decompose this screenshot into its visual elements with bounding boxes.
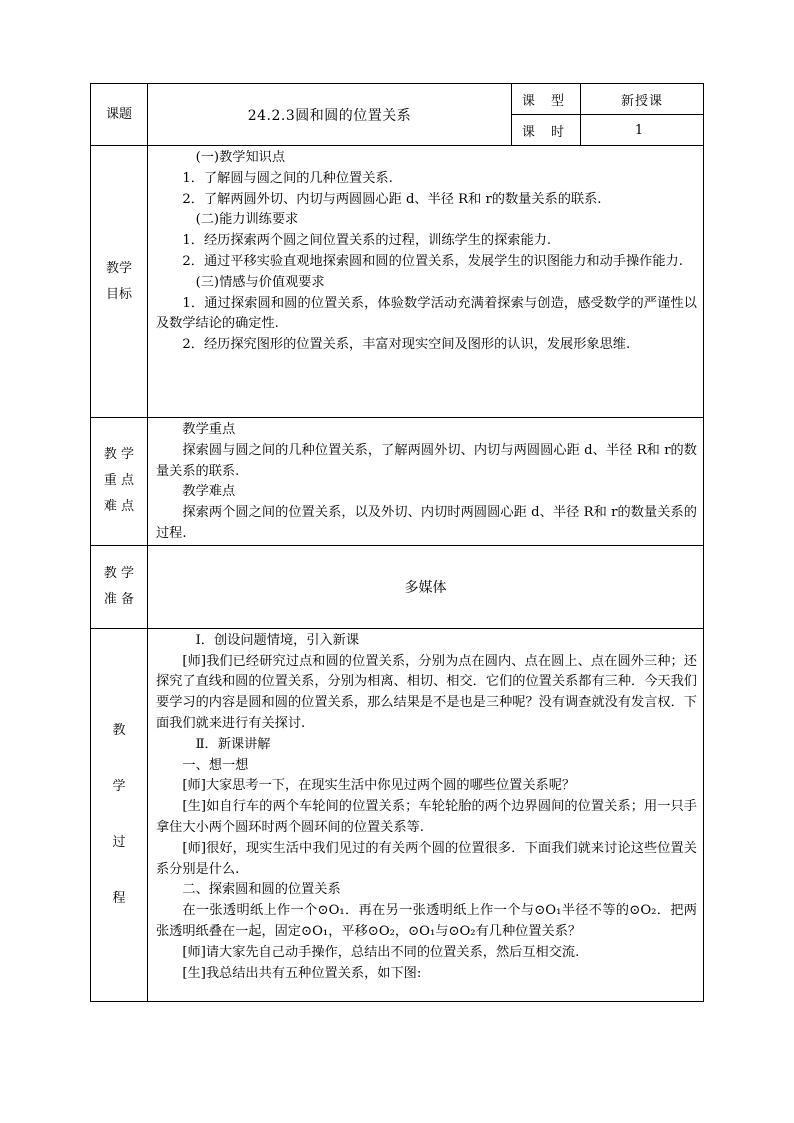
key-points-label <box>91 418 148 546</box>
paragraph-line: Ⅱ．新课讲解 <box>195 736 271 752</box>
key-points-label-line: 教 学 <box>103 447 135 463</box>
key-points-label-line: 重 点 <box>103 473 135 489</box>
paragraph-line: (二)能力训练要求 <box>195 212 299 228</box>
process-content <box>148 628 704 1001</box>
process-label <box>91 628 148 1001</box>
process-label-line: 学 <box>112 778 126 794</box>
paragraph-line: 1．经历探索两个圆之间位置关系的过程，训练学生的探索能力. <box>182 233 552 249</box>
lesson-title: 24.2.3圆和圆的位置关系 <box>148 84 512 146</box>
paragraph-line: 探索两个圆之间的位置关系，以及外切、内切时两圆圆心距 d、半径 R和 r的数量关系的过程. <box>156 505 697 541</box>
paragraph-line: Ⅰ．创设问题情境，引入新课 <box>195 632 360 648</box>
goals-content <box>148 146 704 418</box>
preparation-value: 多媒体 <box>148 545 704 628</box>
topic-label: 课题 <box>91 84 148 146</box>
paragraph-line: 1．通过探索圆和圆的位置关系，体验数学活动充满着探索与创造，感受数学的严谨性以及数学结论的确定性. <box>156 295 697 332</box>
paragraph-line: 探索圆与圆之间的几种位置关系，了解两圆外切、内切与两圆圆心距 d、半径 R和 r的数量关系的联系. <box>156 442 697 479</box>
paragraph-line: [师]很好，现实生活中我们见过的有关两个圆的位置很多．下面我们就来讨论这些位置关系分别是什么. <box>156 840 697 877</box>
paragraph-line: [师]我们已经研究过点和圆的位置关系，分别为点在圆内、点在圆上、点在圆外三种；还探究了直线和圆的位置关系，分别为相离、相切、相交．它们的位置关系都有三种．今天我们要学习的内容是圆和圆的位置关系，那么结果是不是也是三种呢？没有调查就没有发言权．下面我们就来进行有关探讨. <box>156 653 697 731</box>
key-points-label-line: 难 点 <box>103 499 135 515</box>
hours-label: 课 时 <box>512 115 581 146</box>
paragraph-line: (三)情感与价值观要求 <box>195 274 325 290</box>
hours-value: 1 <box>581 115 704 146</box>
paragraph-line: 2．了解两圆外切、内切与两圆圆心距 d、半径 R和 r的数量关系的联系. <box>182 191 602 207</box>
process-label-line: 程 <box>112 890 126 906</box>
goals-label <box>91 146 148 418</box>
paragraph-line: [生]我总结出共有五种位置关系，如下图: <box>182 965 422 981</box>
paragraph-line: 2．经历探究图形的位置关系，丰富对现实空间及图形的认识，发展形象思维. <box>182 337 631 353</box>
paragraph-line: 2．通过平移实验直观地探索圆和圆的位置关系，发展学生的识图能力和动手操作能力. <box>182 253 683 269</box>
preparation-label-line: 教 学 <box>103 565 135 581</box>
lesson-plan-page <box>90 83 703 1002</box>
key-points-content <box>148 418 704 546</box>
process-label-line: 教 <box>112 722 126 738</box>
goals-label-line: 目标 <box>105 286 132 302</box>
preparation-label-line: 准 备 <box>103 591 135 607</box>
paragraph-line: 在一张透明纸上作一个⊙O₁．再在另一张透明纸上作一个与⊙O₁半径不等的⊙O₂．把两张透明纸叠在一起，固定⊙O₁，平移⊙O₂，⊙O₁与⊙O₂有几种位置关系？ <box>156 903 697 939</box>
type-label: 课 型 <box>512 84 581 115</box>
paragraph-line: [师]请大家先自己动手操作，总结出不同的位置关系，然后互相交流. <box>182 944 580 960</box>
lesson-plan-table <box>90 83 704 1002</box>
paragraph-line: 一、想一想 <box>182 757 249 773</box>
preparation-label <box>91 545 148 628</box>
paragraph-line: [师]大家思考一下，在现实生活中你见过两个圆的哪些位置关系呢？ <box>182 778 576 794</box>
paragraph-line: (一)教学知识点 <box>195 150 286 165</box>
process-label-line: 过 <box>112 834 126 850</box>
type-value: 新授课 <box>581 84 704 115</box>
goals-label-line: 教学 <box>105 260 132 276</box>
paragraph-line: 1．了解圆与圆之间的几种位置关系. <box>182 170 393 186</box>
paragraph-line: 二、探索圆和圆的位置关系 <box>182 882 341 898</box>
paragraph-line: 教学难点 <box>182 484 236 500</box>
paragraph-line: 教学重点 <box>182 422 236 437</box>
paragraph-line: [生]如自行车的两个车轮间的位置关系；车轮轮胎的两个边界圆间的位置关系；用一只手拿住大小两个圆环时两个圆环间的位置关系等. <box>156 799 697 835</box>
